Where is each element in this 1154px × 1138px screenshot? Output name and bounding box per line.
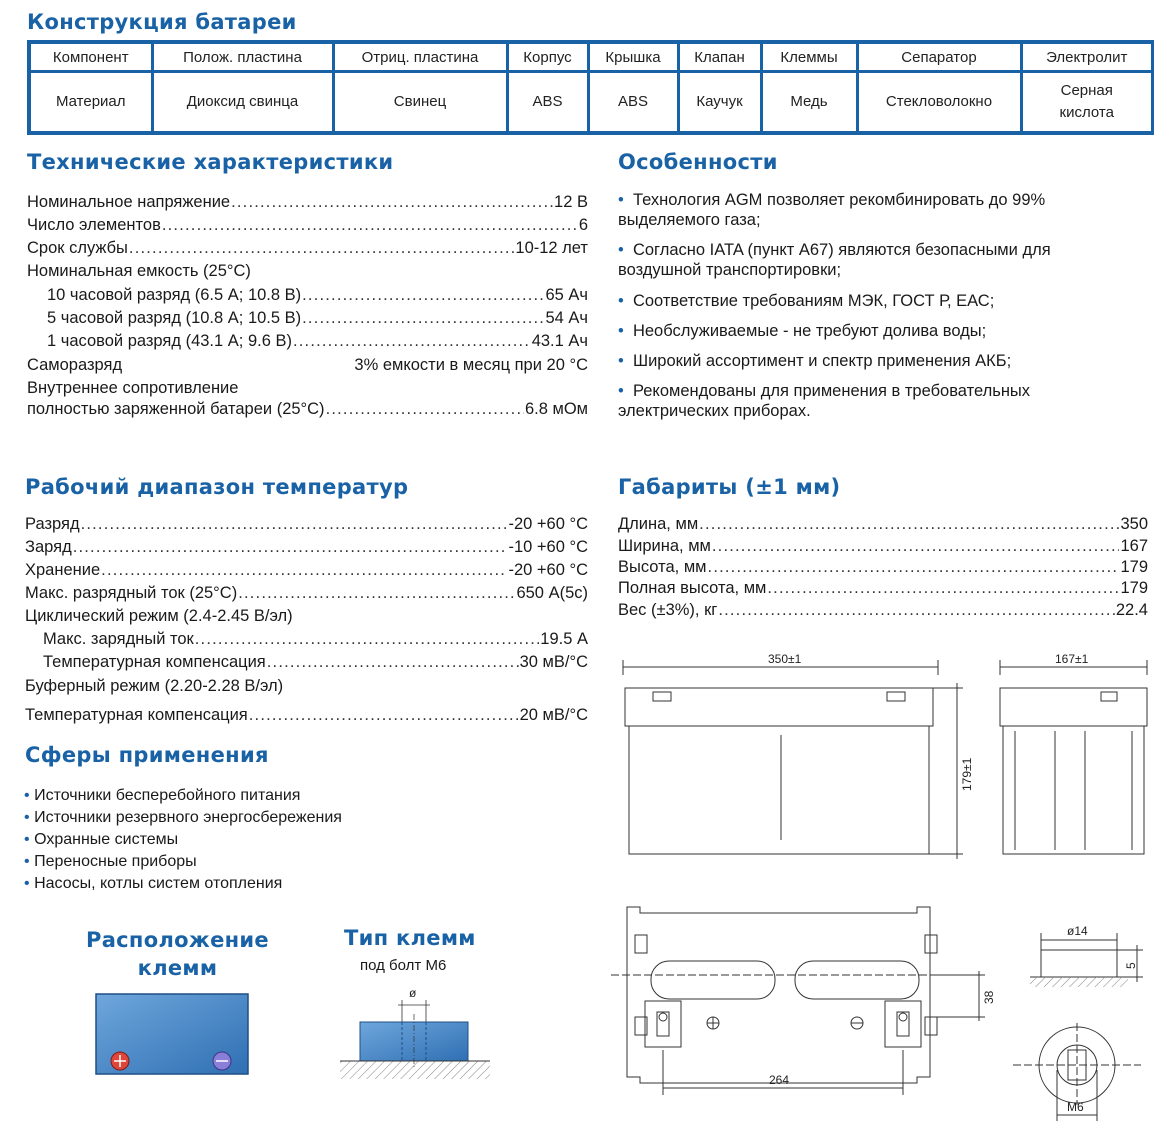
temperature-row-label: Макс. зарядный ток bbox=[43, 630, 194, 648]
width-label: 167±1 bbox=[1055, 652, 1089, 666]
tech-row bbox=[47, 285, 588, 305]
tech-row bbox=[27, 355, 588, 375]
offset-label: 38 bbox=[982, 990, 996, 1004]
height-label: 179±1 bbox=[960, 757, 974, 791]
diameter-symbol: ø bbox=[409, 986, 417, 1000]
bolt-label: М6 bbox=[1067, 1100, 1084, 1114]
dimensions-row-label: Ширина, мм bbox=[618, 537, 711, 555]
temperature-row bbox=[25, 514, 588, 534]
dot-leader bbox=[302, 285, 544, 305]
dot-leader bbox=[699, 514, 1119, 534]
tech-row-label: Срок службы bbox=[27, 239, 128, 257]
dot-leader bbox=[73, 537, 508, 557]
tech-row bbox=[27, 378, 588, 398]
application-text: Источники резервного энергосбережения bbox=[34, 809, 342, 826]
dimension-drawings bbox=[605, 645, 1153, 1125]
temperature-row bbox=[43, 652, 588, 672]
spacing-label: 264 bbox=[769, 1073, 790, 1087]
tech-row-label: Номинальная емкость (25°С) bbox=[27, 262, 251, 280]
temperature-title: Рабочий диапазон температур bbox=[25, 475, 409, 499]
bullet-icon: • bbox=[24, 853, 30, 870]
temperature-row bbox=[25, 676, 588, 696]
dot-leader bbox=[81, 514, 508, 534]
tech-row-label: Саморазряд bbox=[27, 356, 123, 374]
feature-item bbox=[618, 291, 1138, 311]
terminal-layout-title-line1: Расположение bbox=[86, 928, 269, 952]
bullet-icon: • bbox=[24, 787, 30, 804]
table-value-cell: Стекловолокно bbox=[857, 72, 1021, 134]
tech-row bbox=[27, 261, 588, 281]
table-value-cell: ABS bbox=[507, 72, 588, 134]
applications-title: Сферы применения bbox=[25, 743, 269, 767]
tech-row bbox=[27, 399, 588, 419]
table-header-row bbox=[29, 42, 1153, 72]
feature-item bbox=[618, 351, 1138, 371]
table-value-cell: Материал bbox=[29, 72, 152, 134]
temperature-row-label: Хранение bbox=[25, 561, 101, 579]
table-value-cell: Свинец bbox=[333, 72, 507, 134]
dot-leader bbox=[249, 705, 519, 725]
dot-leader bbox=[293, 331, 531, 351]
temperature-row-value: 19.5 А bbox=[540, 630, 588, 648]
table-value-cell: Медь bbox=[761, 72, 857, 134]
terminal-type-subtitle: под болт М6 bbox=[360, 957, 447, 974]
bullet-icon: • bbox=[618, 191, 624, 209]
tech-title: Технические характеристики bbox=[27, 150, 394, 174]
table-header-cell: Клеммы bbox=[761, 42, 857, 72]
dimensions-row bbox=[618, 578, 1148, 598]
negative-terminal-icon bbox=[213, 1052, 231, 1070]
dot-leader bbox=[708, 557, 1120, 577]
construction-title: Конструкция батареи bbox=[27, 10, 297, 34]
feature-text: Согласно IATA (пункт А67) являются безопасными для воздушной транспортировки; bbox=[618, 241, 1051, 279]
temperature-row-label: Заряд bbox=[25, 538, 72, 556]
application-text: Переносные приборы bbox=[34, 853, 197, 870]
table-header-cell: Сепаратор bbox=[857, 42, 1021, 72]
temperature-row-label: Разряд bbox=[25, 515, 80, 533]
temperature-row bbox=[25, 560, 588, 580]
tech-row-label: Внутреннее сопротивление bbox=[27, 379, 239, 397]
feature-text: Широкий ассортимент и спектр применения АКБ; bbox=[632, 352, 1012, 370]
tech-row bbox=[27, 215, 588, 235]
application-item bbox=[24, 852, 197, 872]
application-text: Источники бесперебойного питания bbox=[34, 787, 301, 804]
tech-row-value: 3% емкости в месяц при 20 °С bbox=[354, 356, 588, 374]
dimensions-row-value: 350 bbox=[1120, 515, 1148, 533]
length-label: 350±1 bbox=[768, 652, 802, 666]
tech-row-value: 54 Ач bbox=[545, 309, 588, 327]
dimensions-row-value: 22.4 bbox=[1115, 601, 1148, 619]
tech-row-label: 5 часовой разряд (10.8 А; 10.5 В) bbox=[47, 309, 302, 327]
bullet-icon: • bbox=[618, 352, 624, 370]
dimensions-row bbox=[618, 536, 1148, 556]
temperature-row-value: -20 +60 °С bbox=[508, 561, 588, 579]
temperature-row-value: -10 +60 °С bbox=[508, 538, 588, 556]
positive-terminal-icon bbox=[111, 1052, 129, 1070]
tech-row-label: Номинальное напряжение bbox=[27, 193, 231, 211]
dot-leader bbox=[718, 600, 1115, 620]
table-header-cell: Крышка bbox=[588, 42, 678, 72]
temperature-row-label: Циклический режим (2.4-2.45 В/эл) bbox=[25, 607, 293, 625]
bullet-icon: • bbox=[618, 322, 624, 340]
temperature-row-label: Макс. разрядный ток (25°С) bbox=[25, 584, 238, 602]
dimensions-title: Габариты (±1 мм) bbox=[618, 475, 841, 499]
dimensions-row-label: Высота, мм bbox=[618, 558, 707, 576]
bullet-icon: • bbox=[24, 809, 30, 826]
temperature-row bbox=[25, 705, 588, 725]
temperature-row-value: 30 мВ/°С bbox=[519, 653, 588, 671]
dimensions-row-label: Длина, мм bbox=[618, 515, 699, 533]
feature-item bbox=[618, 381, 1138, 421]
dot-leader bbox=[231, 192, 553, 212]
terminal-layout-title-line2: клемм bbox=[137, 956, 218, 980]
table-header-cell: Электролит bbox=[1021, 42, 1153, 72]
battery-layout-icon bbox=[90, 990, 252, 1080]
dimensions-row-value: 179 bbox=[1120, 558, 1148, 576]
tech-row bbox=[27, 192, 588, 212]
feature-item bbox=[618, 321, 1138, 341]
table-header-cell: Клапан bbox=[678, 42, 761, 72]
table-header-cell: Отриц. пластина bbox=[333, 42, 507, 72]
temperature-row bbox=[25, 606, 588, 626]
table-value-cell: Диоксид свинца bbox=[152, 72, 333, 134]
tech-row-value: 6.8 мОм bbox=[524, 400, 588, 418]
dimensions-row bbox=[618, 600, 1148, 620]
temperature-row-label: Температурная компенсация bbox=[43, 653, 266, 671]
bullet-icon: • bbox=[618, 292, 624, 310]
feature-text: Рекомендованы для применения в требовательных электрических приборах. bbox=[618, 382, 1031, 420]
dot-leader bbox=[129, 238, 514, 258]
dot-leader bbox=[162, 215, 578, 235]
table-header-cell: Корпус bbox=[507, 42, 588, 72]
application-item bbox=[24, 830, 178, 850]
application-item bbox=[24, 874, 282, 894]
tech-row-label: 10 часовой разряд (6.5 А; 10.8 В) bbox=[47, 286, 302, 304]
dot-leader bbox=[326, 399, 524, 419]
application-text: Охранные системы bbox=[34, 831, 179, 848]
terminal-type-title: Тип клемм bbox=[344, 926, 476, 950]
dimensions-row bbox=[618, 514, 1148, 534]
tech-row-label: 1 часовой разряд (43.1 А; 9.6 В) bbox=[47, 332, 292, 350]
terminal-bolt-drawing bbox=[338, 980, 498, 1085]
terminal-layout-title bbox=[40, 926, 315, 982]
application-item bbox=[24, 808, 342, 828]
feature-item bbox=[618, 190, 1138, 230]
tech-row-label: полностью заряженной батареи (25°С) bbox=[27, 400, 325, 418]
table-value-row bbox=[29, 72, 1153, 134]
bullet-icon: • bbox=[618, 241, 624, 259]
tech-row-value: 43.1 Ач bbox=[531, 332, 588, 350]
tech-row-label: Число элементов bbox=[27, 216, 161, 234]
temperature-row bbox=[25, 583, 588, 603]
temperature-row bbox=[25, 537, 588, 557]
table-value-cell: Серная кислота bbox=[1021, 72, 1153, 134]
bullet-icon: • bbox=[618, 382, 624, 400]
tech-row-value: 65 Ач bbox=[545, 286, 588, 304]
application-text: Насосы, котлы систем отопления bbox=[34, 875, 283, 892]
feature-item bbox=[618, 240, 1138, 280]
table-header-cell: Компонент bbox=[29, 42, 152, 72]
feature-text: Необслуживаемые - не требуют долива воды; bbox=[632, 322, 987, 340]
temperature-row-value: 20 мВ/°С bbox=[519, 706, 588, 724]
application-item bbox=[24, 786, 300, 806]
dot-leader bbox=[101, 560, 507, 580]
tech-row-value: 6 bbox=[578, 216, 588, 234]
features-title: Особенности bbox=[618, 150, 778, 174]
table-value-cell: ABS bbox=[588, 72, 678, 134]
terminal-diameter-label: ø14 bbox=[1067, 924, 1088, 938]
dimensions-row-value: 179 bbox=[1120, 579, 1148, 597]
temperature-row-label: Буферный режим (2.20-2.28 В/эл) bbox=[25, 677, 284, 695]
construction-table bbox=[27, 40, 1154, 135]
tech-row bbox=[27, 238, 588, 258]
temperature-row bbox=[43, 629, 588, 649]
dot-leader bbox=[767, 578, 1119, 598]
dimensions-row-value: 167 bbox=[1120, 537, 1148, 555]
tech-row bbox=[47, 308, 588, 328]
dimensions-row-label: Вес (±3%), кг bbox=[618, 601, 718, 619]
dimensions-row-label: Полная высота, мм bbox=[618, 579, 767, 597]
tech-row-value: 10-12 лет bbox=[515, 239, 588, 257]
dot-leader bbox=[302, 308, 544, 328]
dot-leader bbox=[712, 536, 1120, 556]
bullet-icon: • bbox=[24, 875, 30, 892]
feature-text: Соответствие требованиям МЭК, ГОСТ Р, ЕАС; bbox=[632, 292, 995, 310]
feature-text: Технология AGM позволяет рекомбинировать до 99% выделяемого газа; bbox=[618, 191, 1046, 229]
temperature-row-label: Температурная компенсация bbox=[25, 706, 248, 724]
dot-leader bbox=[267, 652, 519, 672]
tech-row-value: 12 В bbox=[554, 193, 588, 211]
dot-leader bbox=[195, 629, 540, 649]
bullet-icon: • bbox=[24, 831, 30, 848]
table-header-cell: Полож. пластина bbox=[152, 42, 333, 72]
terminal-height-label: 5 bbox=[1124, 962, 1138, 969]
dimensions-row bbox=[618, 557, 1148, 577]
table-value-cell: Каучук bbox=[678, 72, 761, 134]
temperature-row-value: 650 А(5с) bbox=[516, 584, 588, 602]
tech-row bbox=[47, 331, 588, 351]
temperature-row-value: -20 +60 °С bbox=[508, 515, 588, 533]
dot-leader bbox=[238, 583, 515, 603]
